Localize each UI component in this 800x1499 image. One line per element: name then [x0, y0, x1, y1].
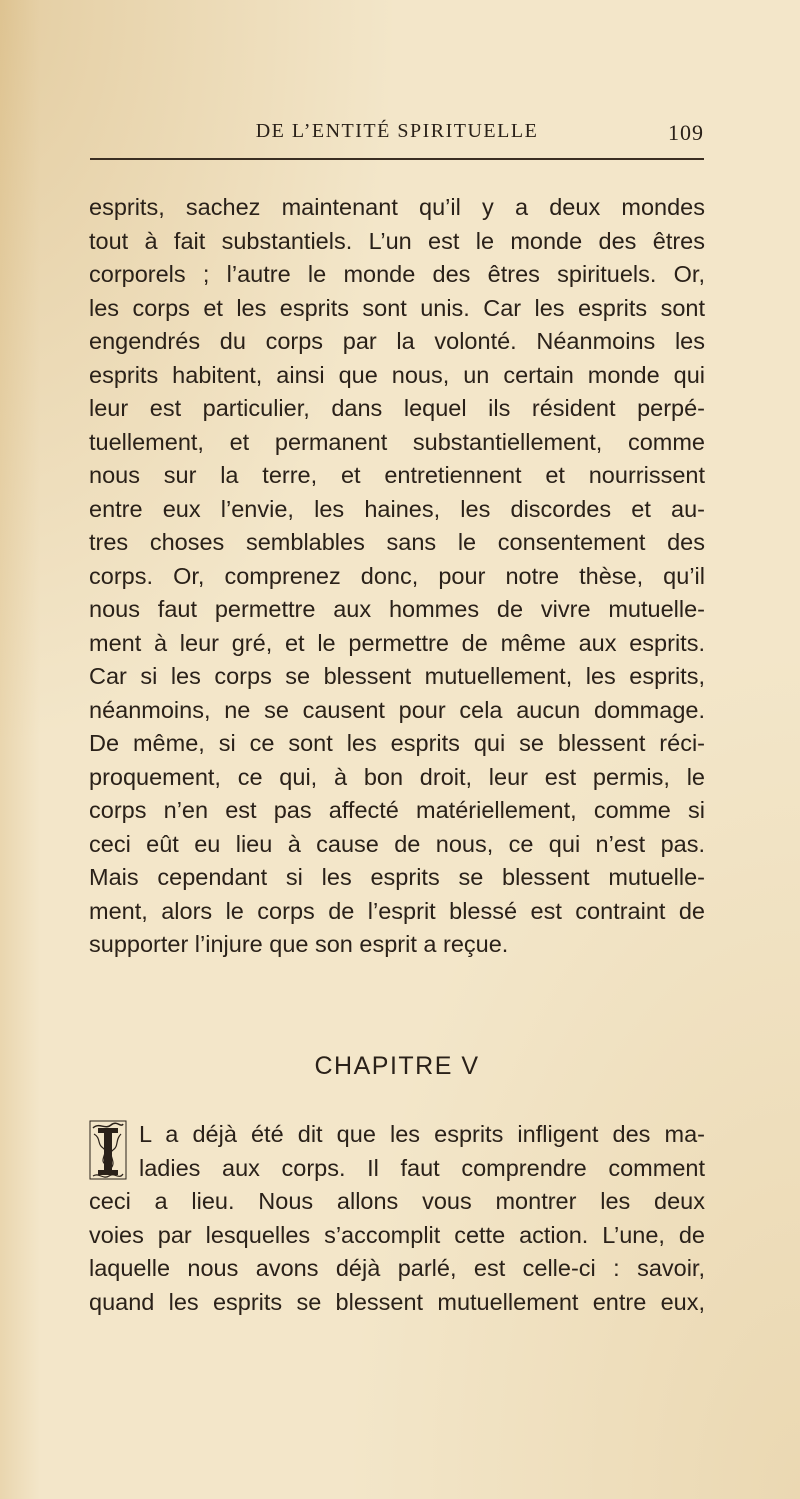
text-line: De même, si ce sont les esprits qui se blessent réci- — [89, 730, 705, 756]
chapter-text-line: quand les esprits se blessent mutuellement entre eux, — [89, 1288, 705, 1315]
chapter-text — [89, 1118, 705, 1319]
text-line: tout à fait substantiels. L’un est le monde des êtres — [89, 227, 705, 254]
running-head — [90, 120, 704, 160]
running-title: DE L’ENTITÉ SPIRITUELLE — [255, 120, 539, 142]
text-line: néanmoins, ne se causent pour cela aucun dommage. — [89, 696, 705, 723]
body-text — [89, 191, 705, 962]
decorative-dropcap-i — [89, 1120, 127, 1182]
text-line: supporter l’injure que son esprit a reçue. — [89, 931, 509, 957]
chapter-title: CHAPITRE V — [314, 1052, 480, 1080]
text-line: tuellement, et permanent substantiellement, comme — [89, 428, 705, 455]
chapter-second-line-text: ladies aux corps. Il faut comprendre comment — [139, 1154, 705, 1181]
text-line: corps. Or, comprenez donc, pour notre thèse, qu’il — [89, 562, 705, 589]
text-line: nous faut permettre aux hommes de vivre mutuelle- — [89, 596, 705, 622]
text-line: leur est particulier, dans lequel ils résident perpé- — [89, 395, 705, 421]
chapter-text-line: ceci a lieu. Nous allons vous montrer les deux — [89, 1188, 705, 1214]
text-line: esprits habitent, ainsi que nous, un certain monde qui — [89, 361, 705, 388]
chapter-line-2 — [89, 1152, 705, 1186]
text-line: nous sur la terre, et entretiennent et nourrissent — [89, 462, 705, 488]
text-line: corporels ; l’autre le monde des êtres spirituels. Or, — [89, 261, 705, 287]
text-line: ment à leur gré, et le permettre de même aux esprits. — [89, 629, 705, 656]
text-line: proquement, ce qui, à bon droit, leur est permis, le — [89, 763, 705, 790]
text-line: les corps et les esprits sont unis. Car les esprits sont — [89, 294, 705, 321]
chapter-line-1 — [89, 1118, 705, 1152]
page-number: 109 — [668, 120, 704, 145]
chapter-text-line: laquelle nous avons déjà parlé, est celle-ci : savoir, — [89, 1255, 705, 1281]
text-line: Mais cependant si les esprits se blessent mutuelle- — [89, 864, 705, 890]
text-line: Car si les corps se blessent mutuellement, les esprits, — [89, 663, 705, 689]
header-rule — [90, 158, 704, 160]
chapter-first-line-text: L a déjà été dit que les esprits infligent des ma- — [139, 1121, 705, 1147]
chapter-lines — [89, 1185, 705, 1319]
text-line: entre eux l’envie, les haines, les discordes et au- — [89, 495, 705, 522]
chapter-text-line: voies par lesquelles s’accomplit cette action. L’une, de — [89, 1221, 705, 1248]
text-line: ment, alors le corps de l’esprit blessé est contraint de — [89, 897, 705, 924]
text-line: esprits, sachez maintenant qu’il y a deux mondes — [89, 194, 705, 220]
text-line: tres choses semblables sans le consentement des — [89, 529, 705, 555]
text-line: engendrés du corps par la volonté. Néanmoins les — [89, 328, 705, 354]
text-line: ceci eût eu lieu à cause de nous, ce qui n’est pas. — [89, 830, 705, 857]
text-line: corps n’en est pas affecté matériellement, comme si — [89, 797, 705, 823]
